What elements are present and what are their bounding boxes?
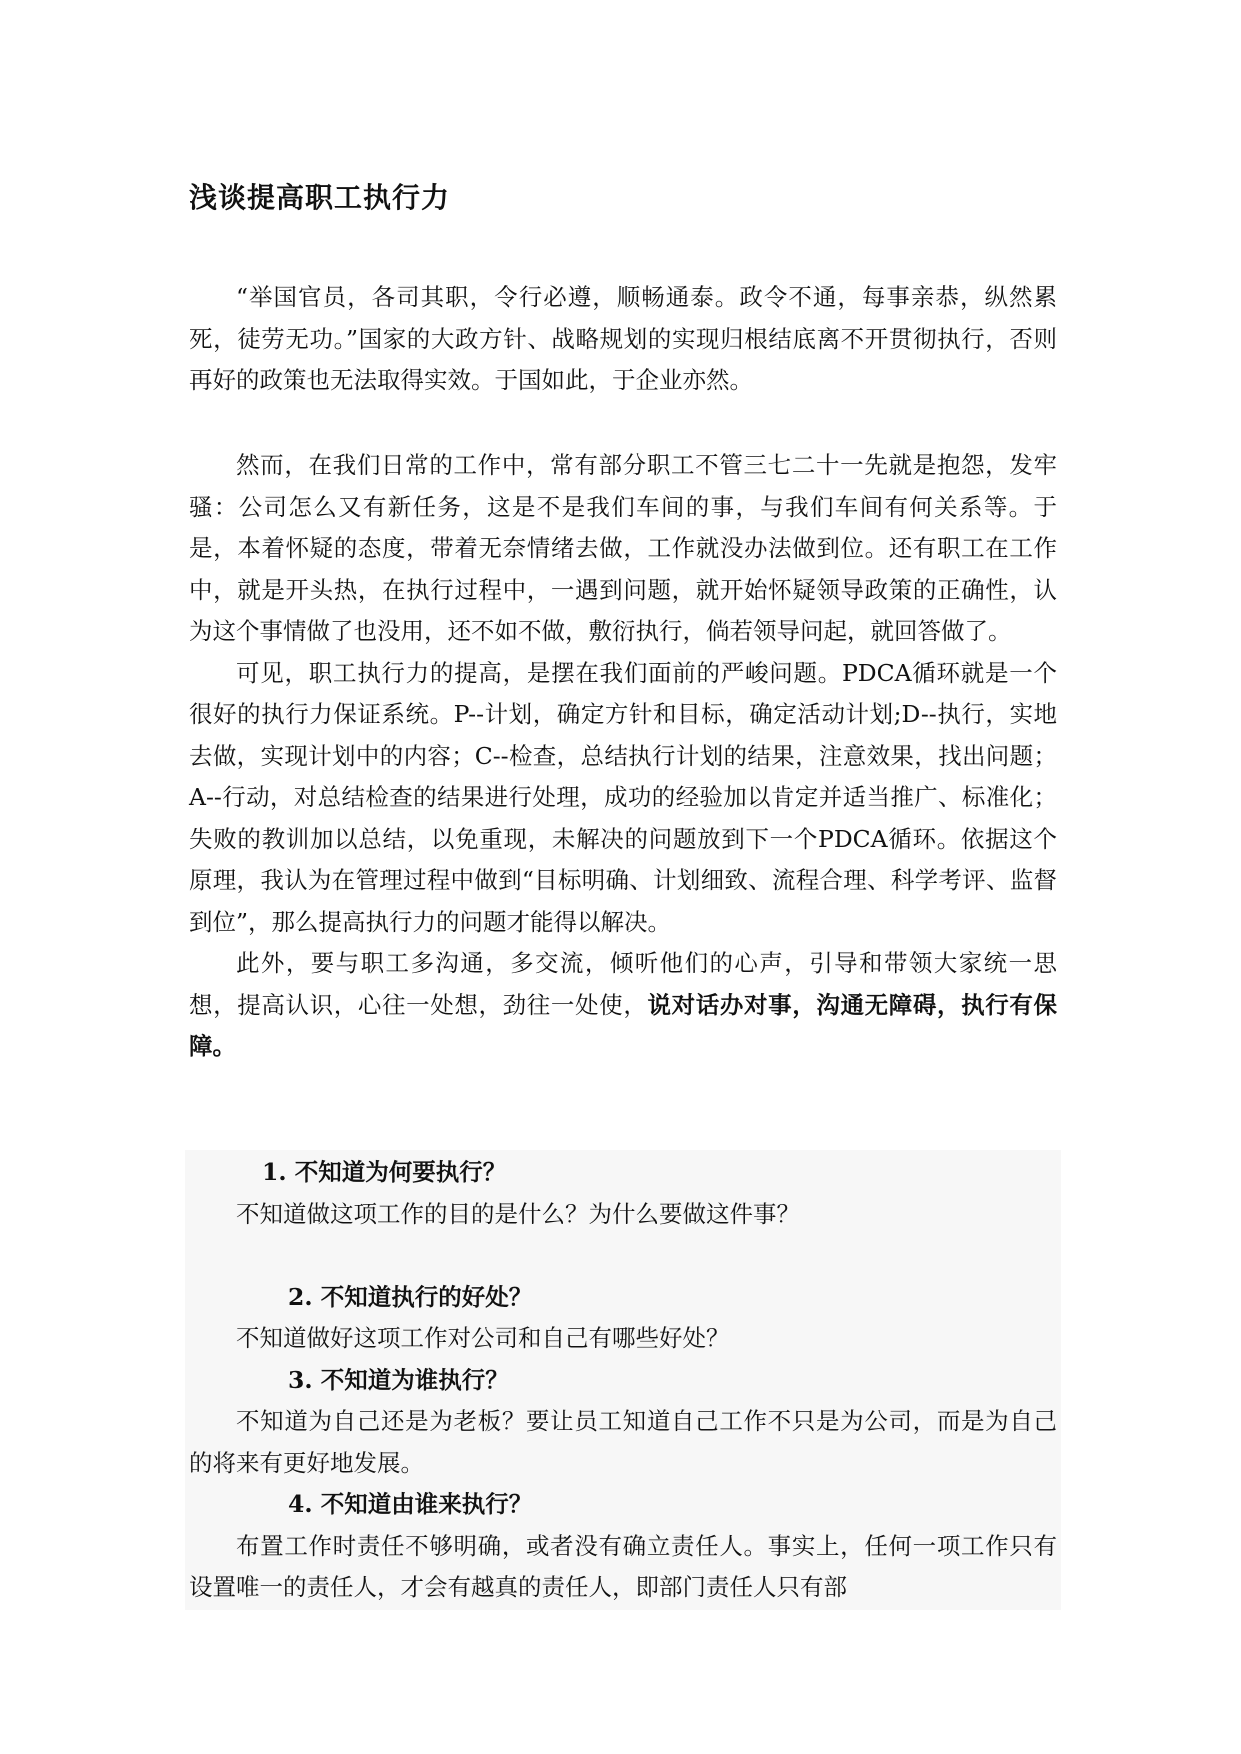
- list-heading-3: 3. 不知道为谁执行？: [288, 1365, 509, 1394]
- list-heading-1: 1. 不知道为何要执行？: [262, 1158, 507, 1186]
- body-paragraph-3: [189, 943, 1057, 1068]
- list-text-1: 不知道做这项工作的目的是什么？为什么要做这件事？: [236, 1199, 800, 1228]
- list-heading-4: 4. 不知道由谁来执行？: [288, 1490, 533, 1518]
- list-text-2: 不知道做好这项工作对公司和自己有哪些好处？: [236, 1324, 730, 1352]
- body-paragraph-1: 然而，在我们日常的工作中，常有部分职工不管三七二十一先就是抱怨，发牢骚：公司怎么又有新任务，这是不是我们车间的事，与我们车间有何关系等。于是，本着怀疑的态度，带着无奈情绪去做，工作就没办法做到位。还有职工在工作中，就是开头热，在执行过程中，一遇到问题，就开始怀疑领导政策的正确性，认为这个事情做了也没用，还不如不做，敷衍执行，倘若领导问起，就回答做了。: [189, 451, 1057, 645]
- list-text-4: 布置工作时责任不够明确，或者没有确立责任人。事实上，任何一项工作只有设置唯一的责任人，才会有越真的责任人，即部门责任人只有部: [189, 1531, 1057, 1601]
- body-paragraph-3-emphasis: 说对话办对事，沟通无障碍，执行有保障。: [189, 990, 1058, 1060]
- list-spacer: [189, 1235, 1057, 1277]
- reasons-list: [189, 1152, 1057, 1609]
- body-paragraph-3-text: 此外，要与职工多沟通，多交流，倾听他们的心声，引导和带领大家统一思想，提高认识，心往一处想，劲往一处使，: [189, 949, 1057, 1019]
- document-title: 浅谈提高职工执行力: [189, 181, 451, 214]
- list-heading-2: 2. 不知道执行的好处？: [288, 1282, 533, 1311]
- body-paragraph-2: 可见，职工执行力的提高，是摆在我们面前的严峻问题。PDCA循环就是一个很好的执行力保证系统。P--计划，确定方针和目标，确定活动计划;D--执行，实地去做，实现计划中的内容；C--检查，总结执行计划的结果，注意效果，找出问题；A--行动，对总结检查的结果进行处理，成功的经验加以肯定并适当推广、标准化；失败的教训加以总结，以免重现，未解决的问题放到下一个PDCA循环。依据这个原理，我认为在管理过程中做到“目标明确、计划细致、流程合理、科学考评、监督到位”，那么提高执行力的问题才能得以解决。: [189, 658, 1057, 936]
- list-text-3: 不知道为自己还是为老板？要让员工知道自己工作不只是为公司，而是为自己的将来有更好地发展。: [189, 1407, 1057, 1477]
- intro-section: [189, 277, 1057, 402]
- intro-paragraph: “举国官员，各司其职，令行必遵，顺畅通泰。政令不通，每事亲恭，纵然累死，徒劳无功。”国家的大政方针、战略规划的实现归根结底离不开贯彻执行，否则再好的政策也无法取得实效。于国如此，于企业亦然。: [189, 283, 1057, 394]
- body-section: [189, 445, 1057, 1068]
